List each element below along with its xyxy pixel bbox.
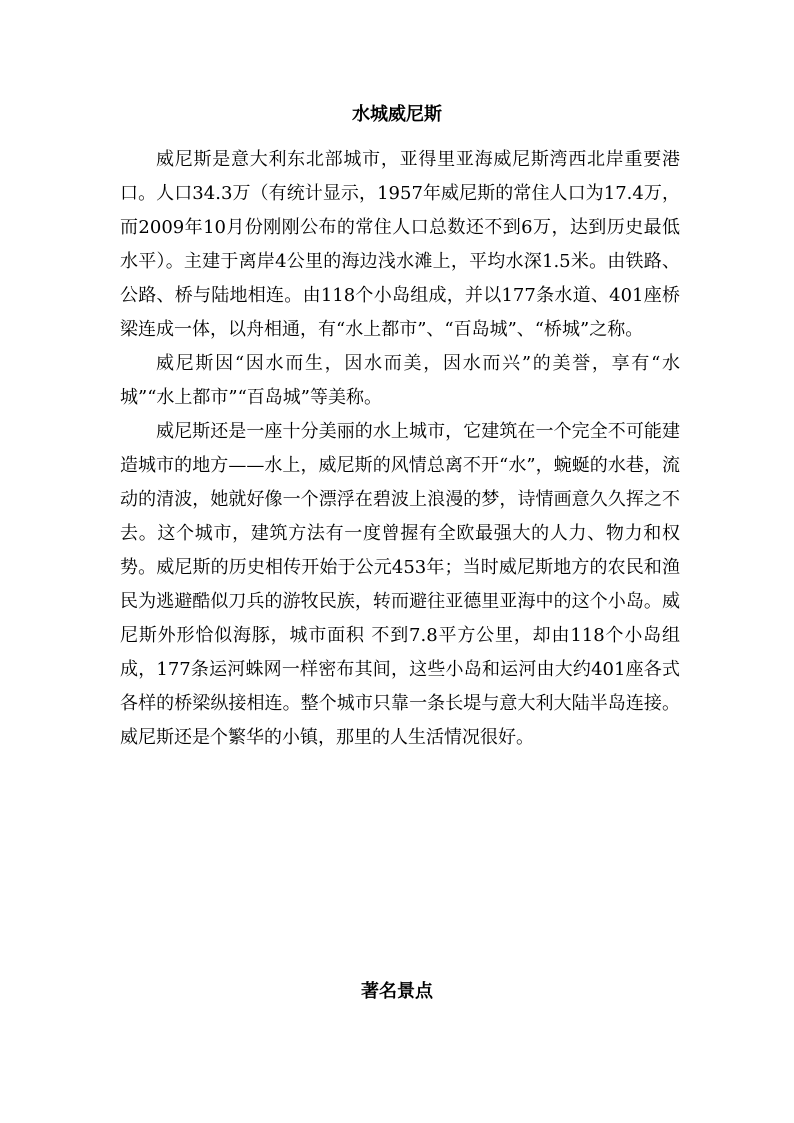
paragraph-description: 威尼斯还是一座十分美丽的水上城市，它建筑在一个完全不可能建造城市的地方——水上，威尼斯的风情总离不开“水”，蜿蜒的水巷，流动的清波，她就好像一个漂浮在碧波上浪漫的梦，诗情画意久久挥之不去。这个城市，建筑方法有一度曾握有全欧最强大的人力、物力和权势。威尼斯的历史相传开始于公元453年；当时威尼斯地方的农民和渔民为逃避酷似刀兵的游牧民族，转而避往亚德里亚海中的这个小岛。威尼斯外形恰似海豚，城市面积 不到7.8平方公里，却由118个小岛组成，177条运河蛛网一样密布其间，这些小岛和运河由大约401座各式各样的桥梁纵接相连。整个城市只靠一条长堤与意大利大陆半岛连接。威尼斯还是个繁华的小镇，那里的人生活情况很好。 [120,421,680,748]
document-body [120,143,680,755]
document-title: 水城威尼斯 [352,104,442,125]
paragraph-nicknames: 威尼斯因“因水而生，因水而美，因水而兴”的美誉，享有“水城”“水上都市”“百岛城”等美称。 [120,353,680,408]
section-heading: 著名景点 [361,981,433,1002]
paragraph-intro: 威尼斯是意大利东北部城市，亚得里亚海威尼斯湾西北岸重要港口。人口34.3万（有统计显示，1957年威尼斯的常住人口为17.4万，而2009年10月份刚刚公布的常住人口总数还不到6万，达到历史最低水平）。主建于离岸4公里的海边浅水滩上，平均水深1.5米。由铁路、公路、桥与陆地相连。由118个小岛组成，并以177条水道、401座桥梁连成一体，以舟相通，有“水上都市”、“百岛城”、“桥城”之称。 [120,149,680,340]
